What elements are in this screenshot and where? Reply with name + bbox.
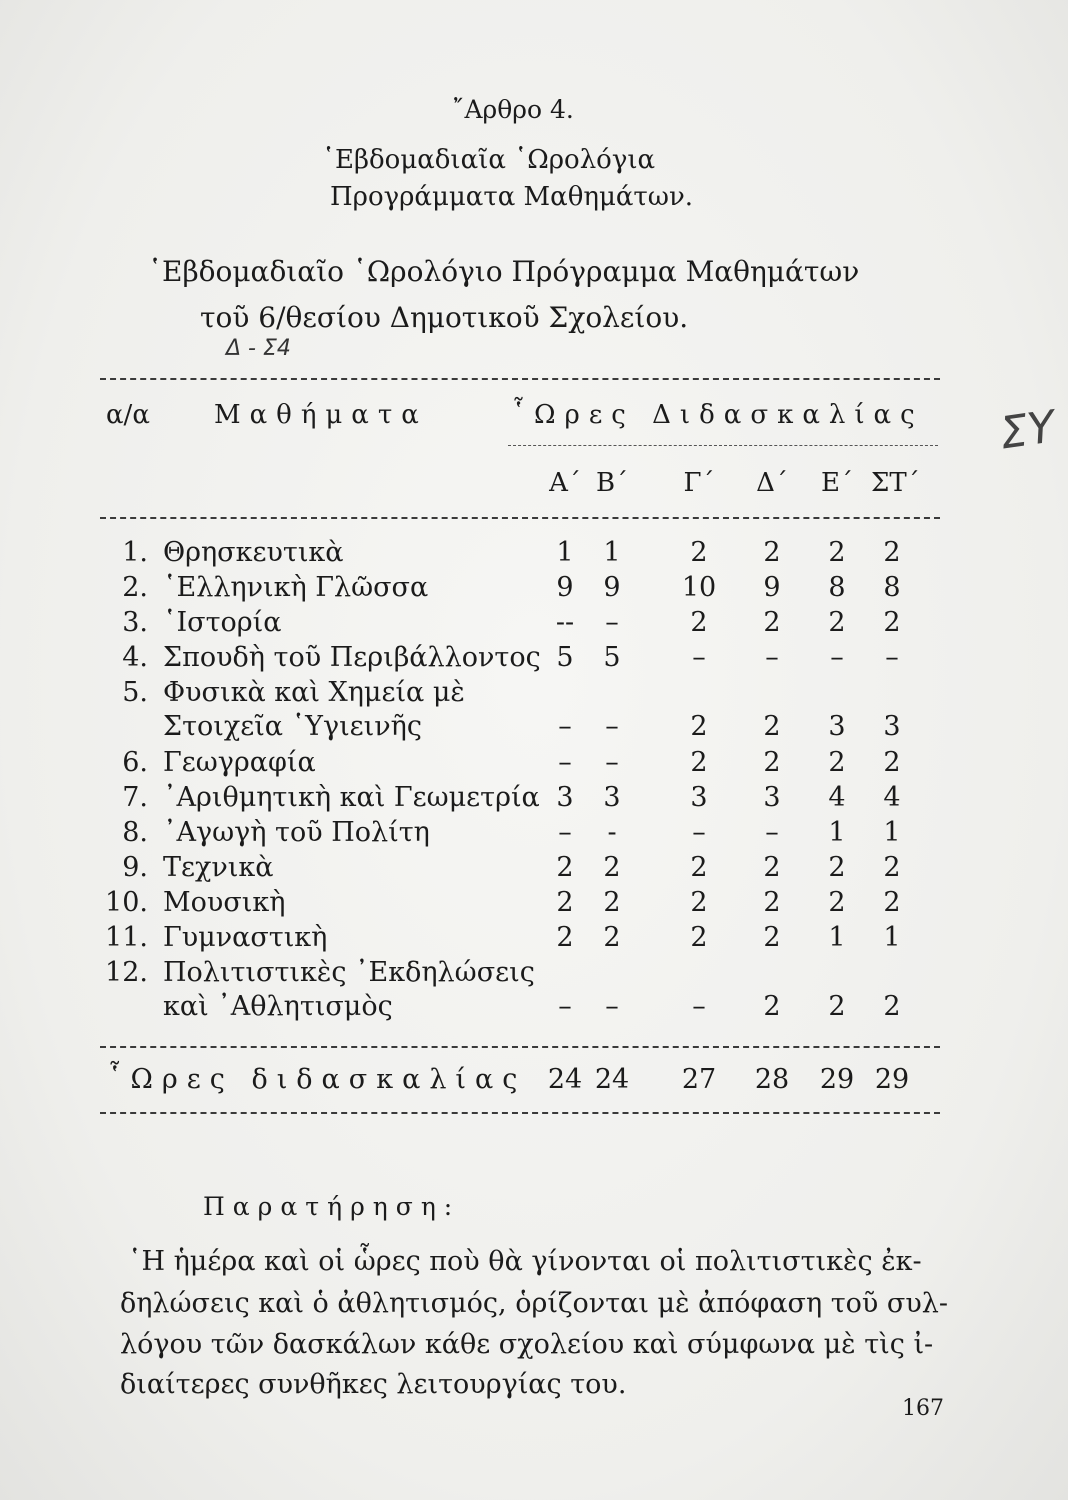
hours-cell: 2 [763, 922, 781, 953]
hours-cell: 2 [603, 852, 621, 883]
total-cell: 27 [681, 1064, 717, 1095]
hours-cell: 1 [883, 817, 901, 848]
hours-cell: – [830, 642, 844, 673]
hours-cell: 2 [690, 537, 708, 568]
subject-label: Θρησκευτικὰ [163, 537, 344, 568]
hours-cell: 2 [883, 852, 901, 883]
subject-label: Γυμναστικὴ [163, 922, 328, 953]
note-title: Παρατήρηση: [203, 1192, 461, 1221]
row-number: 2. [122, 572, 148, 603]
grade-header: Ε΄ [821, 468, 853, 498]
hours-cell: 8 [828, 572, 846, 603]
table-top-rule [100, 378, 940, 380]
total-cell: 29 [874, 1064, 910, 1095]
hours-cell: 2 [883, 747, 901, 778]
total-cell: 24 [547, 1064, 583, 1095]
hours-cell: – [885, 642, 899, 673]
row-number: 10. [105, 887, 148, 918]
hours-cell: 9 [763, 572, 781, 603]
hours-cell: 1 [883, 922, 901, 953]
hours-cell: – [765, 642, 779, 673]
hours-cell: – [605, 991, 619, 1022]
hours-cell: – [692, 817, 706, 848]
subtitle-line-2: τοῦ 6/θεσίου Δημοτικοῦ Σχολείου. [200, 301, 689, 334]
hours-cell: 2 [828, 887, 846, 918]
note-line: διαίτερες συνθῆκες λειτουργίας του. [120, 1369, 627, 1400]
hours-cell: 3 [883, 711, 901, 742]
hours-cell: 2 [763, 887, 781, 918]
subtitle-line-1: ῾Εβδομαδιαῖο ῾Ωρολόγιο Πρόγραμμα Μαθημάτων [148, 255, 860, 288]
hours-cell: 2 [828, 852, 846, 883]
hours-cell: 9 [603, 572, 621, 603]
hours-cell: 2 [690, 711, 708, 742]
hours-cell: – [558, 991, 572, 1022]
hours-cell: 9 [556, 572, 574, 603]
hours-cell: 2 [763, 537, 781, 568]
hours-cell: – [605, 607, 619, 638]
hours-cell: 2 [763, 711, 781, 742]
total-cell: 29 [819, 1064, 855, 1095]
subject-label: Γεωγραφία [163, 747, 316, 778]
row-number: 11. [105, 922, 148, 953]
hours-cell: 2 [763, 747, 781, 778]
hours-cell: 10 [681, 572, 717, 603]
hours-cell: – [558, 747, 572, 778]
total-label: ῟Ωρες διδασκαλίας [108, 1064, 527, 1095]
hours-cell: 2 [556, 887, 574, 918]
col-aa-header: α/α [106, 400, 150, 430]
title-line-1: ῾Εβδομαδιαῖα ῾Ωρολόγια [322, 145, 656, 175]
hours-cell: 2 [603, 887, 621, 918]
hours-cell: 3 [603, 782, 621, 813]
subject-label: ᾿Αριθμητικὴ καὶ Γεωμετρία [163, 782, 540, 813]
subject-label-continued: Στοιχεῖα ῾Υγιεινῆς [163, 711, 422, 742]
table-body-bottom-rule [100, 1046, 940, 1048]
subject-label-continued: καὶ ᾿Αθλητισμὸς [163, 991, 393, 1022]
hours-cell: – [558, 711, 572, 742]
subject-label: ῾Ιστορία [163, 607, 282, 638]
hours-cell: 2 [763, 607, 781, 638]
row-number: 1. [122, 537, 148, 568]
row-number: 12. [105, 957, 148, 988]
hours-cell: 2 [883, 607, 901, 638]
hours-cell: 2 [690, 852, 708, 883]
subject-label: Τεχνικὰ [163, 852, 274, 883]
hours-cell: 1 [556, 537, 574, 568]
hours-cell: 2 [690, 607, 708, 638]
grade-header: Δ΄ [756, 468, 788, 498]
hours-cell: - [607, 817, 617, 848]
subject-label: Μουσικὴ [163, 887, 286, 918]
margin-pen-mark: ΣΥ [996, 401, 1058, 460]
hours-cell: 2 [763, 852, 781, 883]
title-line-2: Προγράμματα Μαθημάτων. [330, 182, 694, 212]
grade-header: ΣΤ΄ [871, 468, 920, 498]
total-cell: 24 [594, 1064, 630, 1095]
hours-cell: 4 [828, 782, 846, 813]
row-number: 8. [122, 817, 148, 848]
page-number: 167 [902, 1396, 944, 1421]
hours-cell: 2 [763, 991, 781, 1022]
hours-cell: 2 [690, 922, 708, 953]
subject-label: Φυσικὰ καὶ Χημεία μὲ [163, 677, 465, 708]
hours-cell: – [692, 991, 706, 1022]
article-heading: ῎Αρθρο 4. [452, 95, 574, 124]
hours-group-rule [508, 445, 938, 446]
hours-cell: 3 [556, 782, 574, 813]
hours-cell: 3 [763, 782, 781, 813]
hours-cell: – [765, 817, 779, 848]
hours-cell: 2 [883, 887, 901, 918]
grade-header: Α΄ [549, 468, 581, 498]
note-line: ῾Η ἡμέρα καὶ οἱ ὧρες ποὺ θὰ γίνονται οἱ πολιτιστικὲς ἐκ- [128, 1246, 922, 1277]
total-cell: 28 [754, 1064, 790, 1095]
subject-label: ῾Ελληνικὴ Γλῶσσα [163, 572, 429, 603]
hours-cell: 2 [828, 537, 846, 568]
row-number: 7. [122, 782, 148, 813]
subject-label: Σπουδὴ τοῦ Περιβάλλοντος [163, 642, 541, 673]
subject-label: Πολιτιστικὲς ᾿Εκδηλώσεις [163, 957, 535, 988]
handwritten-note: Δ - Σ4 [226, 336, 291, 361]
hours-cell: 1 [828, 922, 846, 953]
hours-cell: -- [555, 607, 575, 638]
row-number: 3. [122, 607, 148, 638]
hours-cell: 4 [883, 782, 901, 813]
hours-cell: 2 [603, 922, 621, 953]
hours-cell: 1 [828, 817, 846, 848]
hours-cell: 2 [828, 991, 846, 1022]
note-line: λόγου τῶν δασκάλων κάθε σχολείου καὶ σύμφωνα μὲ τὶς ἰ- [120, 1329, 934, 1360]
row-number: 9. [122, 852, 148, 883]
hours-cell: – [605, 747, 619, 778]
table-bottom-rule [100, 1112, 940, 1114]
row-number: 4. [122, 642, 148, 673]
hours-cell: 3 [828, 711, 846, 742]
hours-cell: 2 [883, 537, 901, 568]
hours-cell: 1 [603, 537, 621, 568]
table-header-rule [100, 517, 940, 519]
hours-cell: 5 [603, 642, 621, 673]
col-hours-header: ῟Ωρες Διδασκαλίας [512, 400, 924, 430]
note-line: δηλώσεις καὶ ὁ ἀθλητισμός, ὁρίζονται μὲ ἀπόφαση τοῦ συλ- [120, 1288, 949, 1319]
hours-cell: – [605, 711, 619, 742]
hours-cell: 2 [556, 922, 574, 953]
hours-cell: 2 [690, 747, 708, 778]
col-subjects-header: Μαθήματα [214, 400, 428, 430]
row-number: 5. [122, 677, 148, 708]
hours-cell: 2 [828, 607, 846, 638]
hours-cell: 3 [690, 782, 708, 813]
hours-cell: 2 [690, 887, 708, 918]
grade-header: Γ΄ [683, 468, 715, 498]
row-number: 6. [122, 747, 148, 778]
hours-cell: – [692, 642, 706, 673]
subject-label: ᾿Αγωγὴ τοῦ Πολίτη [163, 817, 430, 848]
hours-cell: 5 [556, 642, 574, 673]
hours-cell: – [558, 817, 572, 848]
hours-cell: 8 [883, 572, 901, 603]
hours-cell: 2 [556, 852, 574, 883]
hours-cell: 2 [883, 991, 901, 1022]
hours-cell: 2 [828, 747, 846, 778]
grade-header: Β΄ [595, 468, 629, 498]
